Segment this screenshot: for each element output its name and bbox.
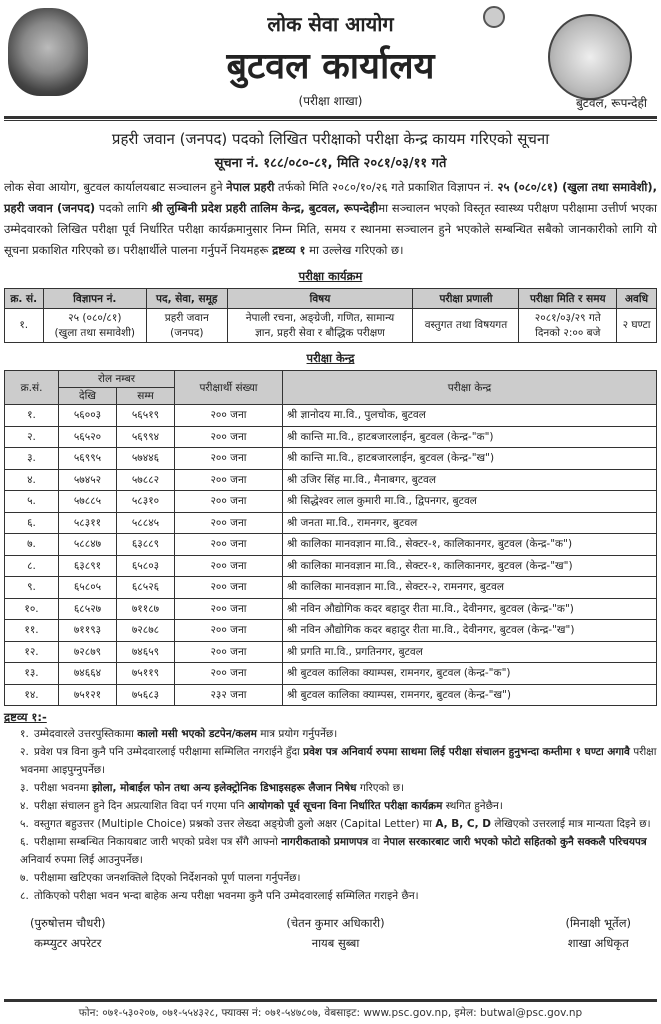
note-number: ८. — [20, 890, 29, 902]
roll-from-cell: ६३८९१ — [59, 555, 117, 577]
roll-to-cell: ५८३१० — [117, 491, 175, 513]
text: लेखिएको उत्तरलाई मात्र मान्यता दिइने छ। — [491, 818, 651, 830]
center-cell: श्री कालिका मानवज्ञान मा.वि., सेक्टर-२, रामनगर, बुटवल — [283, 577, 657, 599]
count-cell: २०० जना — [175, 620, 283, 642]
text: वस्तुगत बहुउत्तर (Multiple Choice) प्रश्नको उत्तर लेख्दा अङ्ग्रेजी ठुलो अक्षर (Capital Letter) मा — [34, 818, 436, 830]
signatures — [30, 913, 631, 953]
count-cell: २०० जना — [175, 577, 283, 599]
roll-from-cell: ६८५२७ — [59, 598, 117, 620]
signatory — [30, 913, 106, 953]
table-cell: २०८१/०३/२९ गते दिनको २:०० बजे — [519, 309, 617, 343]
bold-text: प्रवेश पत्र अनिवार्य रुपमा साथमा लिई परीक्षा संचालन हुनुभन्दा कम्तीमा १ घण्टा अगावै — [303, 746, 630, 758]
text: वा — [368, 836, 384, 848]
sn-cell: ३. — [5, 448, 59, 470]
bold-text: नेपाल प्रहरी — [226, 180, 275, 194]
count-cell: २३२ जना — [175, 684, 283, 706]
roll-from-cell: ५६९९५ — [59, 448, 117, 470]
schedule-column-header: विज्ञापन नं. — [43, 289, 147, 309]
text: परीक्षा भवनमा — [34, 782, 92, 794]
text: प्रवेश पत्र विना कुनै पनि उम्मेदवारलाई परीक्षामा सम्मिलित नगराईने हुँदा — [34, 746, 304, 758]
schedule-column-header: परीक्षा प्रणाली — [413, 289, 519, 309]
roll-from-cell: ५६५२० — [59, 426, 117, 448]
center-cell: श्री कान्ति मा.वि., हाटबजारलाईन, बुटवल (केन्द्र-"ख") — [283, 448, 657, 470]
sn-cell: १३. — [5, 663, 59, 685]
psc-logo-icon — [548, 14, 632, 100]
schedule-column-header: क्र. सं. — [5, 289, 44, 309]
roll-to-cell: ६३८८९ — [117, 534, 175, 556]
count-cell: २०० जना — [175, 663, 283, 685]
roll-to-cell: ७५६८३ — [117, 684, 175, 706]
center-cell: श्री ज्ञानोदय मा.वि., पुलचोक, बुटवल — [283, 405, 657, 427]
table-row — [5, 512, 657, 534]
center-cell: श्री नविन औद्योगिक कदर बहादुर रीता मा.वि., देवीनगर, बुटवल (केन्द्र-"ख") — [283, 620, 657, 642]
roll-from-cell: ७५१२१ — [59, 684, 117, 706]
note-item — [20, 815, 657, 833]
text: परीक्षा भवनमा आइपुग्नुपर्नेछ। — [20, 746, 657, 776]
bold-text: आयोगको पूर्व सूचना विना निर्धारित परीक्षा कार्यक्रम — [247, 800, 443, 812]
roll-from-cell: ५६००३ — [59, 405, 117, 427]
notes-section — [4, 710, 657, 905]
intro-paragraph — [4, 177, 657, 261]
text: स्थगित हुनेछैन। — [442, 800, 503, 812]
col-from: देखि — [59, 388, 117, 405]
col-roll: रोल नम्बर — [59, 371, 175, 388]
bold-text: द्रष्टव्य १ — [272, 243, 306, 257]
count-cell: २०० जना — [175, 469, 283, 491]
text: अनिवार्य रुपमा लिई आउनुपर्नेछ। — [20, 854, 143, 866]
note-item — [20, 887, 657, 905]
col-count: परीक्षार्थी संख्या — [175, 371, 283, 405]
table-row — [5, 663, 657, 685]
center-cell: श्री जनता मा.वि., रामनगर, बुटवल — [283, 512, 657, 534]
org-name: लोक सेवा आयोग — [267, 12, 394, 36]
bold-text: A, B, C, D — [435, 818, 491, 830]
note-item — [20, 797, 657, 815]
center-cell: श्री बुटवल कालिका क्याम्पस, रामनगर, बुटवल (केन्द्र-"ख") — [283, 684, 657, 706]
note-item — [20, 833, 657, 869]
roll-to-cell: ७११८७ — [117, 598, 175, 620]
note-number: ५. — [20, 818, 29, 830]
table-row — [5, 426, 657, 448]
center-cell: श्री बुटवल कालिका क्याम्पस, रामनगर, बुटवल (केन्द्र-"क") — [283, 663, 657, 685]
signatory — [565, 913, 631, 953]
note-item — [20, 779, 657, 797]
table-row — [5, 684, 657, 706]
text: तोकिएको परीक्षा भवन भन्दा बाहेक अन्य परीक्षा भवनमा कुनै पनि उम्मेदवारलाई सम्मिलित गराइने छैन। — [34, 890, 419, 902]
roll-from-cell: ६५८०५ — [59, 577, 117, 599]
center-cell: श्री कान्ति मा.वि., हाटबजारलाईन, बुटवल (केन्द्र-"क") — [283, 426, 657, 448]
table-row — [5, 405, 657, 427]
center-cell: श्री उजिर सिंह मा.वि., मैनाबगर, बुटवल — [283, 469, 657, 491]
count-cell: २०० जना — [175, 448, 283, 470]
note-number: ७. — [20, 872, 29, 884]
count-cell: २०० जना — [175, 491, 283, 513]
count-cell: २०० जना — [175, 534, 283, 556]
schedule-column-header: अवधि — [617, 289, 657, 309]
count-cell: २०० जना — [175, 426, 283, 448]
sn-cell: ५. — [5, 491, 59, 513]
office-name: बुटवल कार्यालय — [226, 46, 435, 87]
sn-cell: २. — [5, 426, 59, 448]
table-row — [5, 641, 657, 663]
text: मा उल्लेख गरिएको छ। — [305, 243, 404, 257]
table-row — [5, 577, 657, 599]
table-cell: नेपाली रचना, अङ्ग्रेजी, गणित, सामान्य ज्ञान, प्रहरी सेवा र बौद्धिक परीक्षण — [227, 309, 413, 343]
branch-name: (परीक्षा शाखा) — [298, 94, 363, 108]
signatory-name: (मिनाक्षी भूर्तेल) — [565, 916, 631, 930]
sn-cell: ९. — [5, 577, 59, 599]
table-row — [5, 469, 657, 491]
roll-to-cell: ७५११९ — [117, 663, 175, 685]
table-cell: प्रहरी जवान (जनपद) — [147, 309, 227, 343]
center-cell: श्री सिद्धेश्वर लाल कुमारी मा.वि., द्विपनगर, बुटवल — [283, 491, 657, 513]
count-cell: २०० जना — [175, 512, 283, 534]
schedule-column-header: परीक्षा मिति र समय — [519, 289, 617, 309]
roll-to-cell: ५६५१९ — [117, 405, 175, 427]
count-cell: २०० जना — [175, 405, 283, 427]
bold-text: झोला, मोबाईल फोन तथा अन्य इलेक्ट्रोनिक डिभाइसहरू लैजान निषेध — [91, 782, 357, 794]
note-number: १. — [20, 728, 29, 740]
text: लोक सेवा आयोग, बुटवल कार्यालयबाट सञ्चालन हुने — [4, 180, 227, 194]
center-cell: श्री नविन औद्योगिक कदर बहादुर रीता मा.वि., देवीनगर, बुटवल (केन्द्र-"क") — [283, 598, 657, 620]
header-divider — [4, 116, 657, 121]
signatory-title: कम्प्युटर अपरेटर — [34, 936, 102, 950]
center-cell: श्री कालिका मानवज्ञान मा.वि., सेक्टर-१, कालिकानगर, बुटवल (केन्द्र-"क") — [283, 534, 657, 556]
sn-cell: १. — [5, 405, 59, 427]
table-cell: २ घण्टा — [617, 309, 657, 343]
roll-from-cell: ५८८४७ — [59, 534, 117, 556]
notice-number: सूचना नं. १८८/०८०-८१, मिति २०८१/०३/११ गते — [214, 156, 447, 171]
roll-from-cell: ५७८८५ — [59, 491, 117, 513]
signatory — [286, 913, 384, 953]
note-number: २. — [20, 746, 29, 758]
text: पदको लागि — [95, 201, 152, 215]
bold-text: श्री लुम्बिनी प्रदेश प्रहरी तालिम केन्द्र, बुटवल, रूपन्देही — [151, 201, 379, 215]
note-number: ३. — [20, 782, 29, 794]
col-center: परीक्षा केन्द्र — [283, 371, 657, 405]
text: गरिएको छ। — [356, 782, 405, 794]
schedule-column-header: विषय — [227, 289, 413, 309]
roll-to-cell: ५८८४५ — [117, 512, 175, 534]
text: मात्र प्रयोग गर्नुपर्नेछ। — [256, 728, 338, 740]
note-number: ६. — [20, 836, 29, 848]
text: परीक्षा संचालन हुने दिन अप्रत्याशित विदा पर्न गएमा पनि — [34, 800, 248, 812]
center-cell: श्री प्रगति मा.वि., प्रगतिनगर, बुटवल — [283, 641, 657, 663]
roll-to-cell: ७२८७८ — [117, 620, 175, 642]
office-location: बुटवल, रूपन्देही — [575, 96, 647, 110]
text: तर्फको मिति २०८०/१०/२६ गते प्रकाशित विज्ञापन नं. — [274, 180, 498, 194]
sn-cell: १०. — [5, 598, 59, 620]
signatory-name: (पुरुषोत्तम चौधरी) — [30, 916, 106, 930]
roll-from-cell: ७४६६४ — [59, 663, 117, 685]
bold-text: नागरीकताको प्रमाणपत्र — [281, 836, 369, 848]
notes-heading: द्रष्टव्य १:- — [4, 710, 47, 724]
table-row — [5, 555, 657, 577]
count-cell: २०० जना — [175, 555, 283, 577]
table-row — [5, 309, 657, 343]
col-sn: क्र.सं. — [5, 371, 59, 405]
table-row — [5, 598, 657, 620]
roll-to-cell: ५६९९४ — [117, 426, 175, 448]
note-item — [20, 743, 657, 779]
signatory-title: नायब सुब्बा — [311, 936, 360, 950]
roll-to-cell: ६८५२६ — [117, 577, 175, 599]
schedule-column-header: पद, सेवा, समूह — [147, 289, 227, 309]
center-cell: श्री कालिका मानवज्ञान मा.वि., सेक्टर-१, कालिकानगर, बुटवल (केन्द्र-"ख") — [283, 555, 657, 577]
note-item — [20, 869, 657, 887]
note-number: ४. — [20, 800, 29, 812]
count-cell: २०० जना — [175, 598, 283, 620]
letterhead — [0, 0, 661, 112]
footer-divider — [4, 999, 657, 1002]
sn-cell: १४. — [5, 684, 59, 706]
roll-to-cell: ५७८८२ — [117, 469, 175, 491]
roll-to-cell: ७४६५९ — [117, 641, 175, 663]
count-cell: २०० जना — [175, 641, 283, 663]
table-row — [5, 448, 657, 470]
roll-from-cell: ५७४५२ — [59, 469, 117, 491]
roll-from-cell: ७११९३ — [59, 620, 117, 642]
bold-text: नेपाल सरकारबाट जारी भएको फोटो सहितको कुनै सक्कलै परिचयपत्र — [383, 836, 647, 848]
sn-cell: ६. — [5, 512, 59, 534]
text: मा सञ्चालन भएको विस्तृत स्वास्थ्य परीक्षण परीक्षामा उत्तीर्ण भएका उम्मेदवारको लिखित परीक्षा पूर्व निर्धारित परीक्षा कार्यक्रमानुसार निम्न मिति, समय र स्थानमा सञ्चालन हुने भएकोले सम्बन्धित सबैको जानकारीको लागि यो सूचना प्रकाशित गरिएको छ। परीक्षार्थीले पालना गर्नुपर्ने नियमहरू — [4, 201, 657, 257]
footer-contact: फोन: ०७१-५३०२०७, ०७१-५५४३२८, फ्याक्स नं: ०७१-५४७८०७, वेबसाइट: www.psc.gov.np, इमेल: butwal@psc.gov.np — [78, 1007, 583, 1019]
signatory-title: शाखा अधिकृत — [567, 936, 629, 950]
office-stamp-icon — [474, 6, 514, 52]
text: परीक्षामा सम्बन्धित निकायबाट जारी भएको प्रवेश पत्र सँगै आफ्नो — [34, 836, 282, 848]
table-row — [5, 534, 657, 556]
bold-text: २५ (०८०/८१) (खुला तथा समावेशी), प्रहरी जवान (जनपद) — [4, 180, 657, 215]
text: परीक्षामा खटिएका जनशक्तिले दिएको निर्देशनको पूर्ण पालना गर्नुपर्नेछ। — [34, 872, 301, 884]
roll-from-cell: ५८३११ — [59, 512, 117, 534]
centers-heading: परीक्षा केन्द्र — [306, 351, 355, 365]
page-title: प्रहरी जवान (जनपद) पदको लिखित परीक्षाको परीक्षा केन्द्र कायम गरिएको सूचना — [111, 130, 550, 148]
table-cell: २५ (०८०/८१) (खुला तथा समावेशी) — [43, 309, 147, 343]
roll-from-cell: ७२८७९ — [59, 641, 117, 663]
roll-to-cell: ५७४४६ — [117, 448, 175, 470]
bold-text: कालो मसी भएको डटपेन/कलम — [137, 728, 257, 740]
table-cell: १. — [5, 309, 44, 343]
col-to: सम्म — [117, 388, 175, 405]
sn-cell: ११. — [5, 620, 59, 642]
signatory-name: (चेतन कुमार अधिकारी) — [286, 916, 385, 930]
centers-table — [4, 370, 657, 706]
sn-cell: ७. — [5, 534, 59, 556]
sn-cell: ४. — [5, 469, 59, 491]
table-cell: वस्तुगत तथा विषयगत — [413, 309, 519, 343]
schedule-heading: परीक्षा कार्यक्रम — [298, 269, 363, 283]
note-item — [20, 725, 657, 743]
text: उम्मेदवारले उत्तरपुस्तिकामा — [34, 728, 138, 740]
schedule-table — [4, 288, 657, 343]
sn-cell: ८. — [5, 555, 59, 577]
table-row — [5, 491, 657, 513]
table-row — [5, 620, 657, 642]
roll-to-cell: ६५८०३ — [117, 555, 175, 577]
sn-cell: १२. — [5, 641, 59, 663]
